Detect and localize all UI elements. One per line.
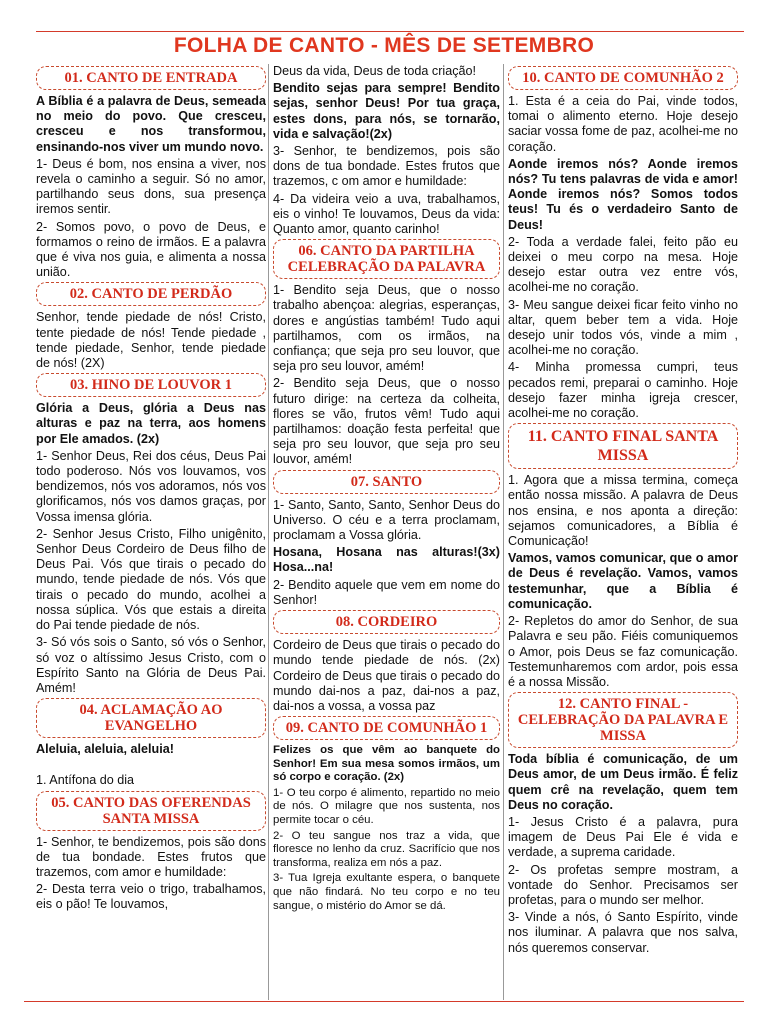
verse-text: 1. Agora que a missa termina, começa então nossa missão. A palavra de Deus nos ensina, e nos aponta a direção: sejamos comunicadores, a Bíblia é Comunicação! — [508, 473, 738, 549]
verse-text: 3- Meu sangue deixei ficar feito vinho no altar, quem beber tem a vida. Hoje desejo unir todos vós, vinde a mim , acolhei-me no coração. — [508, 297, 738, 358]
verse-text: Deus da vida, Deus de toda criação! — [273, 64, 477, 78]
verse-text: 2- Repletos do amor do Senhor, de sua Palavra e seu pão. Fiéis comuniquemos o Amor, pois Deus se faz comunicação. Testemunharemos com ardor, pois essa é a nossa Missão. — [508, 614, 738, 689]
verse-text: 2- Bendito aquele que vem em nome do Senhor! — [273, 577, 500, 607]
verse-text: 3- Só vós sois o Santo, só vós o Senhor, só voz o altíssimo Jesus Cristo, com o Espírito Santo na Glória de Deus Pai. Amém! — [36, 635, 266, 695]
verse-text: 4- Da videira veio a uva, trabalhamos, eis o vinho! Te louvamos, Deus da vida: Quanto amor, quanto carinho! — [273, 191, 500, 237]
verse-text: 2- Os profetas sempre mostram, a vontade do Senhor. Precisamos ser profetas, para o mundo ser melhor. — [508, 862, 738, 907]
song-heading: 05. CANTO DAS OFERENDAS SANTA MISSA — [36, 791, 266, 831]
verse-text: 3- Tua Igreja exultante espera, o banquete que não findará. No teu corpo e no teu sangue, o mistério do Amor se dá. — [273, 872, 500, 912]
refrain-text: Hosana, Hosana nas alturas!(3x) Hosa...na! — [273, 545, 500, 575]
column-divider — [503, 64, 504, 1000]
song-heading: 10. CANTO DE COMUNHÃO 2 — [508, 66, 738, 90]
refrain-text: Vamos, vamos comunicar, que o amor de Deus é revelação. Vamos, vamos testemunhar, que a Bíblia é comunicação. — [508, 551, 738, 611]
verse-text: 1- Jesus Cristo é a palavra, pura imagem de Deus Pai Ele é vida e verdade, a suprema caridade. — [508, 814, 738, 860]
refrain-text: Toda bíblia é comunicação, de um Deus amor, de um Deus irmão. É feliz quem crê na revelação, quem tem Deus no coração. — [508, 752, 738, 812]
refrain-text: A Bíblia é a palavra de Deus, semeada no meio do povo. Que cresceu, cresceu e nos transformou, ensinando-nos viver um mundo novo. — [36, 94, 266, 154]
verse-text: Senhor, tende piedade de nós! Cristo, tente piedade de nós! Tende piedade , tende piedade, Senhor, tende piedade de nós! (2X) — [36, 310, 266, 371]
song-heading: 12. CANTO FINAL - CELEBRAÇÃO DA PALAVRA E MISSA — [508, 692, 738, 748]
verse-text: 1- Santo, Santo, Santo, Senhor Deus do Universo. O céu e a terra proclamam, proclamam a Vossa glória. — [273, 497, 500, 543]
song-heading: 03. HINO DE LOUVOR 1 — [36, 373, 266, 397]
column-1 — [36, 64, 266, 1000]
song-heading: 06. CANTO DA PARTILHA CELEBRAÇÃO DA PALAVRA — [273, 239, 500, 279]
refrain-text: Bendito sejas para sempre! Bendito sejas, senhor Deus! Por tua graça, estes dons, para nós, se tornarão, vida e salvação!(2x) — [273, 81, 500, 141]
verse-text: 1- O teu corpo é alimento, repartido no meio de nós. O milagre que nos sustenta, nos permite tocar o céu. — [273, 786, 500, 827]
verse-text: 1- Senhor, te bendizemos, pois são dons de tua bondade. Estes frutos que trazemos, com amor e humildade: — [36, 834, 266, 879]
song-heading: 11. CANTO FINAL SANTA MISSA — [508, 423, 738, 469]
song-heading: 01. CANTO DE ENTRADA — [36, 66, 266, 90]
verse-text: 4- Minha promessa cumpri, teus pecados remi, preparai o caminho. Hoje desejo fazer minha igreja crescer, acolhei-me no coração. — [508, 360, 738, 421]
refrain-text: Glória a Deus, glória a Deus nas alturas e paz na terra, aos homens por Ele amados. (2x) — [36, 401, 266, 446]
verse-text: 1. Antífona do dia — [36, 773, 135, 788]
verse-text: Cordeiro de Deus que tirais o pecado do mundo tende piedade de nós. (2x) Cordeiro de Deus que tirais o pecado do mundo dai-nos a paz, dai-nos a paz, dai-nos a vossa, a vossa paz — [273, 638, 500, 713]
song-heading: 04. ACLAMAÇÃO AO EVANGELHO — [36, 698, 266, 738]
verse-text: 2- Somos povo, o povo de Deus, e formamos o reino de irmãos. E a palavra que é viva nos guia, e alimenta a nossa união. — [36, 219, 266, 280]
song-heading: 08. CORDEIRO — [273, 610, 500, 634]
verse-text: 2- O teu sangue nos traz a vida, que floresce no lenho da cruz. Sacrifício que nos transforma, realiza em nós a paz. — [273, 829, 500, 869]
refrain-text: Aleluia, aleluia, aleluia! — [36, 742, 174, 757]
page-title: FOLHA DE CANTO - MÊS DE SETEMBRO — [173, 34, 595, 57]
top-rule — [36, 31, 744, 32]
verse-text: 1- Senhor Deus, Rei dos céus, Deus Pai todo poderoso. Nós vos louvamos, vos bendizemos, nós vos adoramos, nós vos glorificamos, nós vos damos graças, por Vossa imensa glória. — [36, 448, 266, 524]
verse-text: 3- Senhor, te bendizemos, pois são dons de tua bondade. Estes frutos que trazemos, c om amor e humildade: — [273, 144, 500, 189]
verse-text: 1. Esta é a ceia do Pai, vinde todos, tomai o alimento eterno. Hoje desejo saciar vossa fome de paz, acolhei-me no coração. — [508, 94, 738, 154]
column-divider — [268, 64, 269, 1000]
verse-text: 1- Deus é bom, nos ensina a viver, nos revela o caminho a seguir. Só no amor, partilhando seus dons, sua presença iremos sentir. — [36, 156, 266, 217]
verse-text: 3- Vinde a nós, ó Santo Espírito, vinde nos iluminar. A palavra que nos salva, nós queremos conservar. — [508, 910, 738, 955]
verse-text: 2- Senhor Jesus Cristo, Filho unigênito, Senhor Deus Cordeiro de Deus filho de Deus Pai. Vós que tirais o pecado do mundo, tende piedade de nós. Vós que tirais o pecado do mundo, acolhei a nossa súplica. Vós que estais a direita do Pai tende piedade de nós. — [36, 526, 266, 633]
song-heading: 02. CANTO DE PERDÃO — [36, 282, 266, 306]
column-3 — [508, 64, 738, 1000]
song-heading: 09. CANTO DE COMUNHÃO 1 — [273, 716, 500, 740]
refrain-text: Aonde iremos nós? Aonde iremos nós? Tu tens palavras de vida e amor! Aonde iremos nós? Somos todos teus! Tu és o verdadeiro Santo de Deus! — [508, 156, 738, 232]
column-2 — [273, 64, 500, 1000]
verse-text: 2- Bendito seja Deus, que o nosso futuro dirige: na certeza da colheita, flores se vão, frutos vêm! Tudo aqui partilhamos: doação festa perfeita! que seja pro seu louvor, que seja pro seu louvor, amém! — [273, 376, 500, 467]
verse-text: 1- Bendito seja Deus, que o nosso trabalho abençoa: alegrias, esperanças, dores e angústias também! Tudo aqui partilhamos, com os irmãos, na confiança; que seja pro seu louvor, que seja pro seu louvor, amém! — [273, 283, 500, 374]
verse-text: 2- Toda a verdade falei, feito pão eu deixei o meu corpo na mesa. Hoje desejo estar outra vez entre vós, acolhei-me no coração. — [508, 234, 738, 295]
spacer — [36, 759, 266, 773]
bottom-rule — [24, 1001, 744, 1002]
refrain-text: Felizes os que vêm ao banquete do Senhor! Em sua mesa somos irmãos, um só corpo e coração. (2x) — [273, 744, 500, 784]
verse-text: 2- Desta terra veio o trigo, trabalhamos, eis o pão! Te louvamos, — [36, 882, 266, 912]
song-heading: 07. SANTO — [273, 470, 500, 494]
